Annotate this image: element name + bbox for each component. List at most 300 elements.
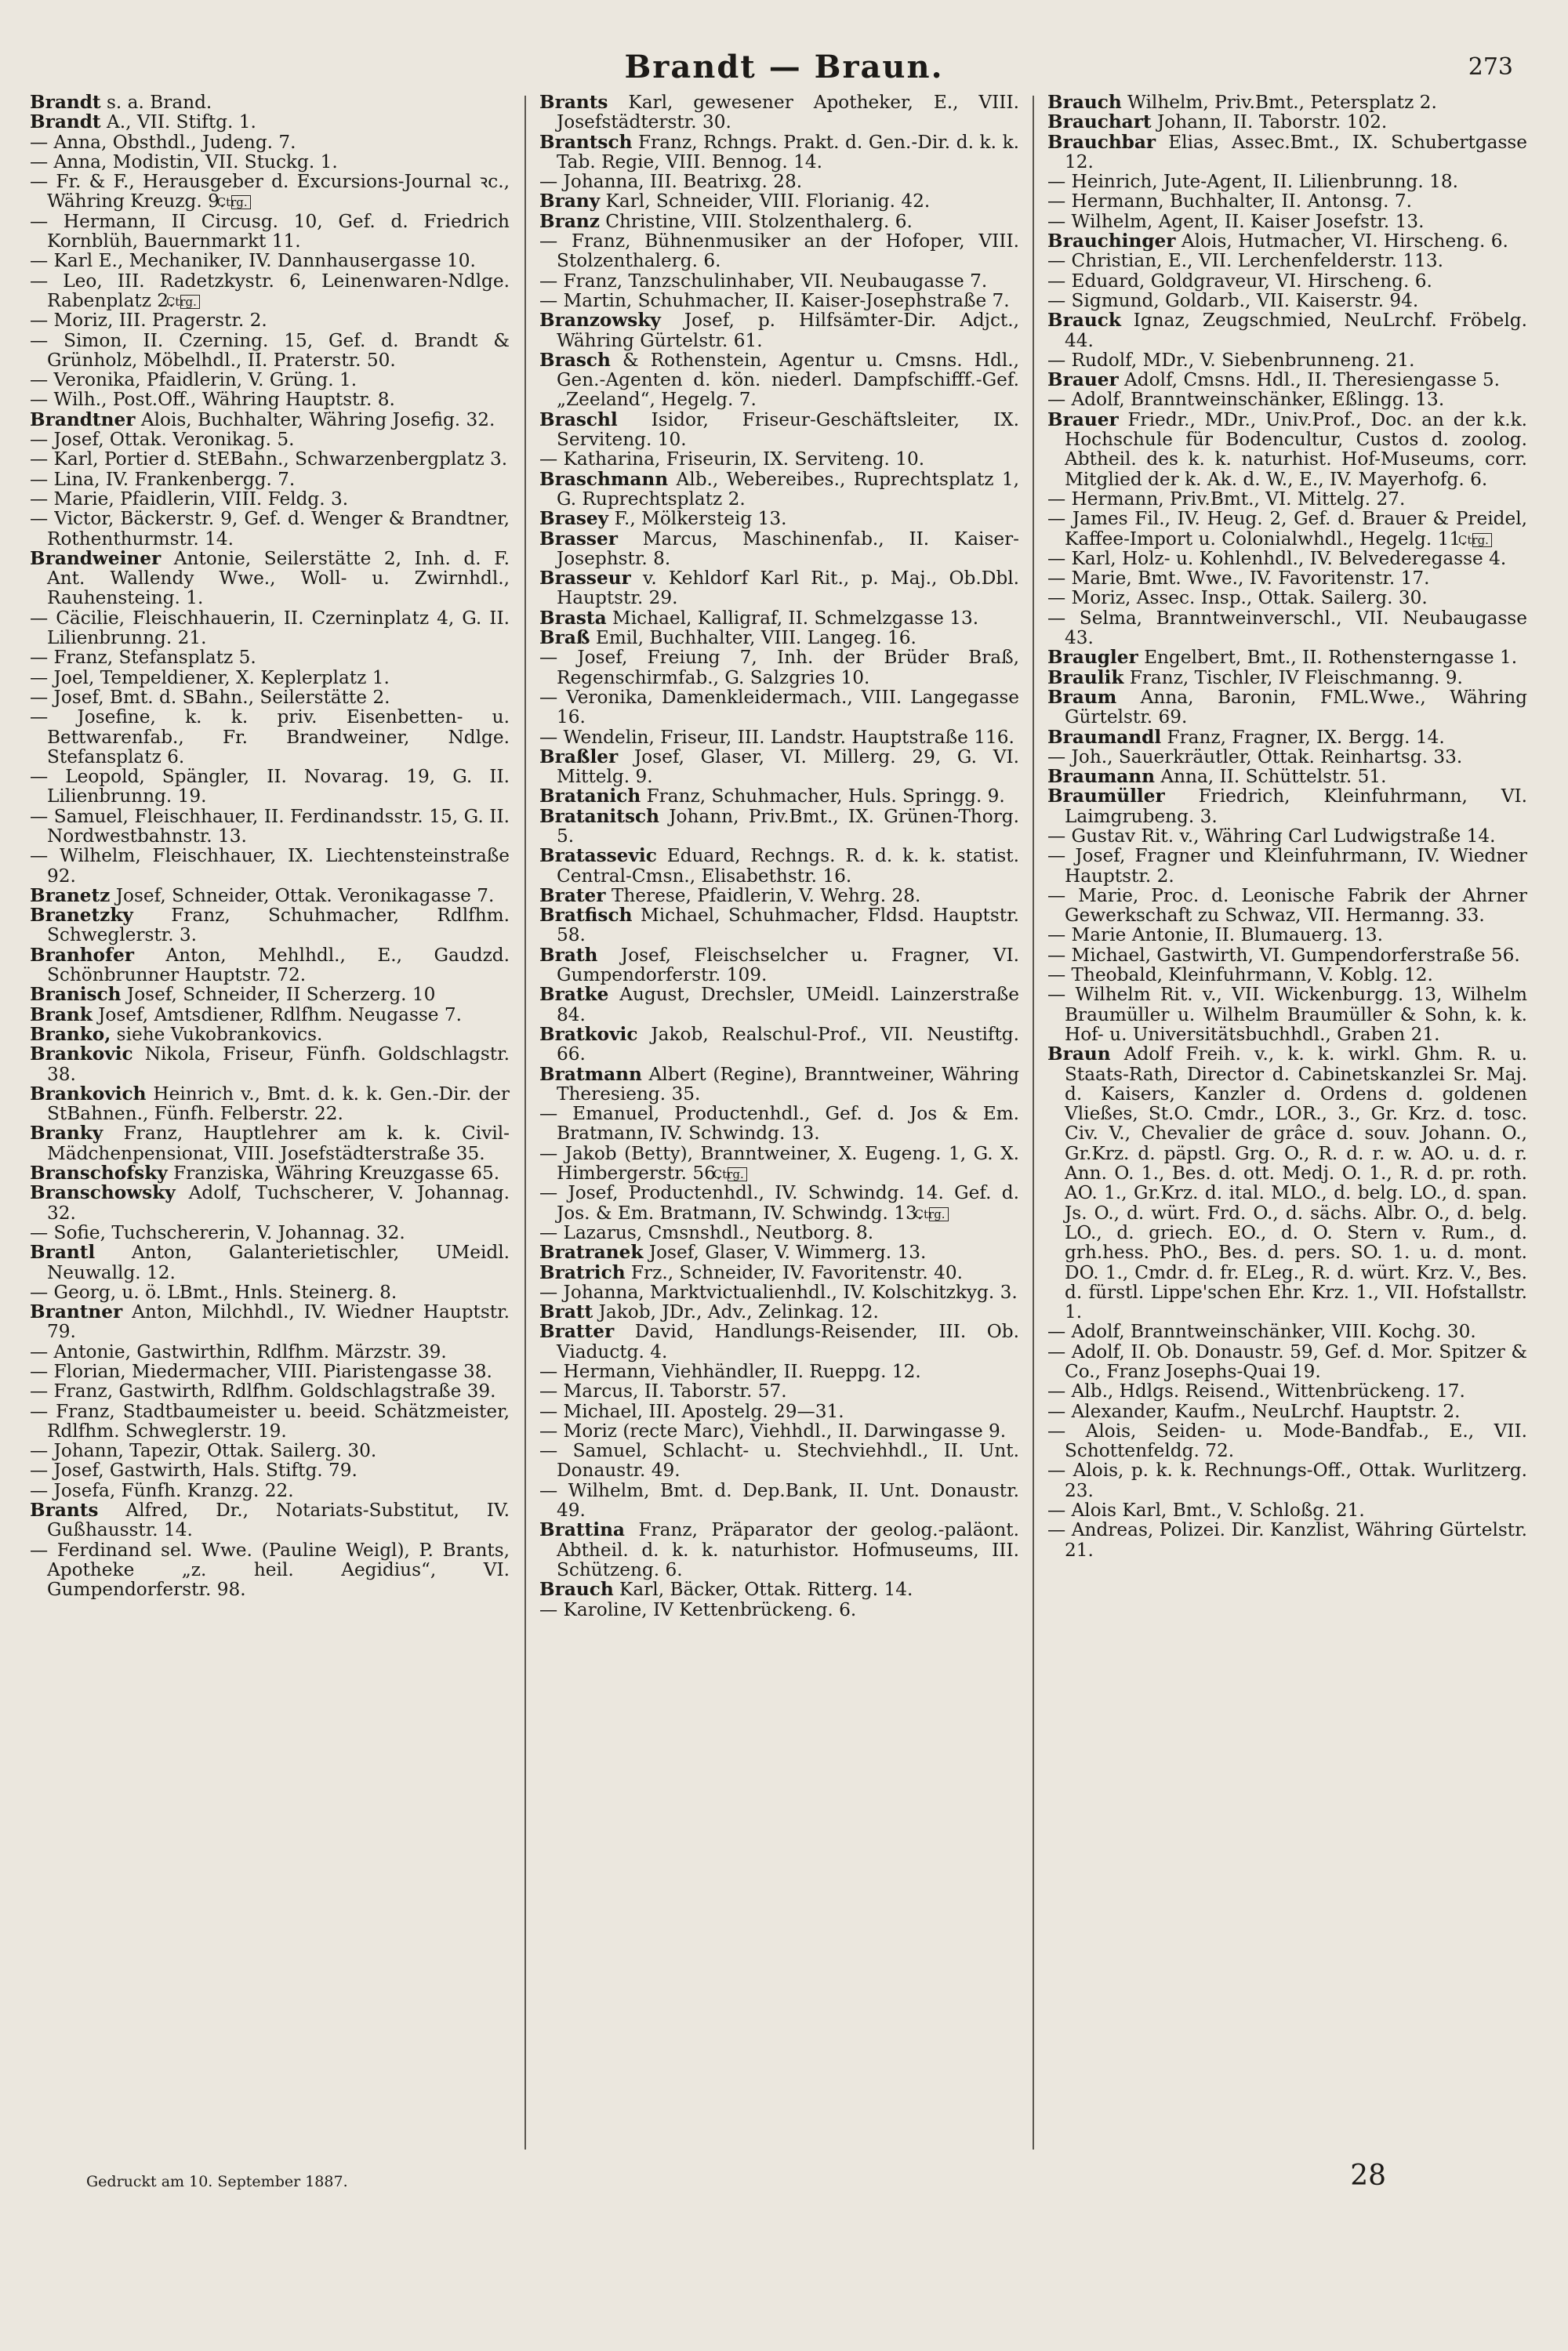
entry-surname: Branky [30, 1123, 103, 1145]
entry-details: — Adolf, II. Ob. Donaustr. 59, Gef. d. Mor. Spitzer & Co., Franz Josephs-Quai 19. [1047, 1341, 1527, 1382]
directory-entry [30, 1302, 510, 1342]
entry-details: — Alois Karl, Bmt., V. Schloßg. 21. [1047, 1500, 1365, 1522]
entry-surname: Bratkovic [539, 1023, 638, 1045]
entry-details: Franz, Rchngs. Prakt. d. Gen.-Dir. d. k. k. Tab. Regie, VIII. Bennog. 14. [557, 131, 1019, 172]
entry-details: — Wendelin, Friseur, III. Landstr. Hauptstraße 116. [539, 726, 1014, 748]
entry-details: — Alois, p. k. k. Rechnungs-Off., Ottak. Wurlitzerg. 23. [1047, 1460, 1527, 1501]
entry-details: Josef, Amtsdiener, Rdlfhm. Neugasse 7. [92, 1003, 462, 1025]
directory-entry [539, 648, 1019, 688]
entry-details: — Katharina, Friseurin, IX. Serviteng. 10. [539, 448, 925, 470]
entry-surname: Brandtner [30, 408, 136, 430]
entry-details: Anton, Mehlhdl., E., Gaudzd. Schönbrunner Hauptstr. 72. [47, 944, 510, 986]
column-1 [30, 93, 510, 2154]
entry-details: — Karl, Portier d. StEBahn., Schwarzenbergplatz 3. [30, 448, 508, 470]
directory-entry [30, 1441, 510, 1460]
entry-details: Eduard, Rechngs. R. d. k. k. statist. Central-Cmsn., Elisabethstr. 16. [557, 845, 1019, 887]
directory-entry [1047, 271, 1527, 291]
directory-entry [1047, 945, 1527, 965]
entry-surname: Branisch [30, 984, 122, 1006]
entry-details: — Christian, E., VII. Lerchenfelderstr. 113. [1047, 250, 1443, 272]
entry-details: — Franz, Gastwirth, Rdlfhm. Goldschlagstraße 39. [30, 1380, 496, 1402]
entry-details: F., Mölkersteig 13. [608, 508, 787, 530]
entry-details: — James Fil., IV. Heug. 2, Gef. d. Brauer & Preidel, Kaffee-Import u. Colonialwhdl., Hegelg. 11. [1047, 508, 1527, 550]
directory-entry [539, 1302, 1019, 1322]
entry-details: — Theobald, Kleinfuhrmann, V. Koblg. 12. [1047, 964, 1433, 986]
entry-surname: Brasey [539, 508, 609, 530]
directory-entry [30, 688, 510, 707]
directory-entry [30, 1362, 510, 1381]
directory-entry [1047, 1402, 1527, 1421]
entry-surname: Brauer [1047, 408, 1119, 430]
directory-entry [539, 1481, 1019, 1521]
directory-entry [539, 1104, 1019, 1144]
directory-entry [539, 191, 1019, 211]
directory-entry [1047, 1520, 1527, 1560]
directory-entry [539, 568, 1019, 608]
entry-details: s. a. Brand. [100, 93, 212, 113]
directory-entry [30, 132, 510, 152]
directory-entry [539, 1223, 1019, 1243]
page-title: Brandt — Braun. [624, 49, 944, 85]
directory-entry [30, 470, 510, 489]
directory-entry [30, 549, 510, 608]
entry-details: — Sigmund, Goldarb., VII. Kaiserstr. 94. [1047, 289, 1419, 311]
directory-entry [30, 1402, 510, 1442]
directory-entry [1047, 608, 1527, 648]
directory-entry [30, 1481, 510, 1500]
directory-entry [30, 430, 510, 449]
directory-entry [1047, 747, 1527, 767]
entry-surname: Branschofsky [30, 1163, 168, 1185]
directory-entry [539, 1322, 1019, 1362]
entry-details: — Georg, u. ö. LBmt., Hnls. Steinerg. 8. [30, 1281, 397, 1303]
directory-entry [1047, 1044, 1527, 1322]
page-number: 273 [1468, 53, 1513, 81]
entry-details: — Samuel, Fleischhauer, II. Ferdinandsstr. 15, G. II. Nordwestbahnstr. 13. [30, 805, 510, 847]
entry-details: — Hermann, Viehhändler, II. Rueppg. 12. [539, 1361, 921, 1382]
directory-entry [539, 945, 1019, 985]
entry-details: — Hermann, Buchhalter, II. Antonsg. 7. [1047, 190, 1412, 212]
entry-details: Alois, Buchhalter, Währing Josefig. 32. [135, 408, 495, 430]
directory-entry [30, 1084, 510, 1124]
entry-details: — Sofie, Tuchschererin, V. Johannag. 32. [30, 1221, 405, 1243]
directory-entry [30, 1163, 510, 1183]
reference-box: Ctrg. [1472, 533, 1492, 547]
entry-details: — Moriz (recte Marc), Viehhdl., II. Darwingasse 9. [539, 1420, 1007, 1442]
entry-details: — Johanna, III. Beatrixg. 28. [539, 171, 803, 193]
entry-surname: Braschmann [539, 468, 669, 490]
entry-surname: Bratmann [539, 1063, 642, 1085]
entry-details: Johann, Priv.Bmt., IX. Grünen-Thorg. 5. [557, 805, 1019, 847]
directory-entry [539, 1243, 1019, 1262]
directory-entry [30, 93, 510, 112]
entry-details: — Wilhelm, Fleischhauer, IX. Liechtensteinstraße 92. [30, 845, 510, 887]
entry-surname: Brauchbar [1047, 131, 1156, 153]
directory-entry [1047, 648, 1527, 667]
directory-entry [1047, 370, 1527, 390]
entry-details: Marcus, Maschinenfab., II. Kaiser-Josephstr. 8. [557, 528, 1019, 569]
entry-details: — Anna, Obsthdl., Judeng. 7. [30, 131, 296, 153]
entry-surname: Braschl [539, 408, 618, 430]
entry-details: Therese, Pfaidlerin, V. Wehrg. 28. [605, 884, 921, 906]
directory-entry [30, 1044, 510, 1084]
entry-details: — Wilh., Post.Off., Währing Hauptstr. 8. [30, 389, 395, 411]
entry-surname: Bratfisch [539, 905, 633, 927]
directory-entry [539, 410, 1019, 450]
entry-surname: Braumüller [1047, 785, 1165, 807]
entry-surname: Branko, [30, 1023, 111, 1045]
running-head [0, 45, 1568, 93]
entry-details: — Rudolf, MDr., V. Siebenbrunneng. 21. [1047, 349, 1415, 371]
directory-entry [30, 846, 510, 886]
entry-details: Anton, Milchhdl., IV. Wiedner Hauptstr. 79. [47, 1301, 510, 1343]
directory-entry [30, 1183, 510, 1223]
directory-entry [539, 1362, 1019, 1381]
directory-entry [539, 1381, 1019, 1401]
entry-surname: Bratrich [539, 1261, 626, 1283]
entry-details: Alois, Hutmacher, VI. Hirscheng. 6. [1175, 230, 1508, 252]
entry-surname: Bratanitsch [539, 805, 659, 827]
entry-surname: Bratter [539, 1321, 615, 1343]
entry-surname: Brath [539, 944, 598, 966]
entry-details: — Josef, Ottak. Veronikag. 5. [30, 429, 295, 451]
entry-surname: Braumann [1047, 766, 1155, 788]
directory-entry [539, 688, 1019, 727]
directory-entry [30, 152, 510, 172]
entry-details: — Adolf, Branntweinschänker, VIII. Kochg. 30. [1047, 1321, 1476, 1343]
directory-entry [30, 1243, 510, 1283]
entry-details: — Simon, II. Czerning. 15, Gef. d. Brandt & Grünholz, Möbelhdl., II. Praterstr. 50. [30, 329, 510, 371]
directory-entry [539, 350, 1019, 410]
directory-entry [539, 1025, 1019, 1065]
directory-entry [1047, 291, 1527, 310]
directory-entry [30, 1381, 510, 1401]
directory-entry [539, 212, 1019, 231]
entry-details: Christine, VIII. Stolzenthalerg. 6. [599, 210, 913, 232]
directory-entry [30, 1342, 510, 1362]
directory-entry [1047, 489, 1527, 509]
entry-details: Franz, Tischler, IV Fleischmanng. 9. [1123, 666, 1463, 688]
entry-surname: Brantner [30, 1301, 123, 1323]
column-2 [539, 93, 1019, 2154]
directory-entry [30, 608, 510, 648]
entry-details: — Lina, IV. Frankenbergg. 7. [30, 468, 296, 490]
entry-details: — Wilhelm, Bmt. d. Dep.Bank, II. Unt. Donaustr. 49. [539, 1479, 1019, 1522]
entry-details: — Wilhelm Rit. v., VII. Wickenburgg. 13, Wilhelm Braumüller u. Wilhelm Braumüller & Sohn, k. k. Hof- u. Universitätsbuchhdl., Graben 21. [1047, 984, 1527, 1045]
directory-entry [30, 985, 510, 1004]
entry-details: — Alb., Hdlgs. Reisend., Wittenbrückeng. 17. [1047, 1380, 1465, 1402]
entry-details: Franz, Präparator der geolog.-paläont. Abtheil. d. k. k. naturhistor. Hofmuseums, III. Schützeng. 6. [557, 1519, 1019, 1580]
entry-surname: Branz [539, 210, 600, 232]
entry-details: — Josef, Freiung 7, Inh. der Brüder Braß, Regenschirmfab., G. Salzgries 10. [539, 647, 1019, 688]
entry-details: Karl, gewesener Apotheker, E., VIII. Josefstädterstr. 30. [557, 93, 1019, 133]
directory-entry [1047, 93, 1527, 112]
entry-details: Albert (Regine), Branntweiner, Währing Theresieng. 35. [557, 1063, 1019, 1105]
directory-entry [1047, 727, 1527, 747]
directory-entry [1047, 1322, 1527, 1341]
entry-details: — Karl E., Mechaniker, IV. Dannhausergasse 10. [30, 250, 476, 272]
directory-entry [539, 509, 1019, 528]
directory-entry [1047, 767, 1527, 786]
directory-entry [30, 945, 510, 985]
directory-entry [30, 1460, 510, 1480]
entry-details: — Adolf, Branntweinschänker, Eßlingg. 13. [1047, 389, 1445, 411]
directory-entry [1047, 668, 1527, 688]
entry-details: Anna, Baronin, FML.Wwe., Währing Gürtelstr. 69. [1065, 686, 1527, 728]
directory-entry [1047, 410, 1527, 489]
entry-details: — Hermann, II Circusg. 10, Gef. d. Friedrich Kornblüh, Bauernmarkt 11. [30, 210, 510, 252]
entry-details: Michael, Kalligraf, II. Schmelzgasse 13. [606, 607, 979, 629]
entry-details: Adolf, Tuchscherer, V. Johannag. 32. [47, 1182, 510, 1224]
entry-details: Josef, Fleischselcher u. Fragner, VI. Gumpendorferstr. 109. [557, 944, 1019, 986]
entry-details: Alb., Webereibes., Ruprechtsplatz 1, G. Ruprechtsplatz 2. [557, 468, 1019, 510]
entry-details: Franziska, Währing Kreuzgasse 65. [167, 1163, 500, 1185]
directory-entry [1047, 1421, 1527, 1461]
entry-surname: Branetz [30, 884, 111, 906]
directory-entry [30, 271, 510, 311]
directory-entry [539, 449, 1019, 469]
entry-details: — Franz, Stadtbaumeister u. beeid. Schätzmeister, Rdlfhm. Schweglerstr. 19. [30, 1400, 510, 1442]
entry-details: — Samuel, Schlacht- u. Stechviehhdl., II. Unt. Donaustr. 49. [539, 1440, 1019, 1482]
directory-entry [1047, 172, 1527, 191]
directory-entry [539, 1441, 1019, 1481]
directory-entry [1047, 985, 1527, 1044]
entry-details: — Marie Antonie, II. Blumauerg. 13. [1047, 924, 1383, 946]
entry-details: — Moriz, III. Pragerstr. 2. [30, 310, 267, 332]
entry-surname: Brank [30, 1003, 93, 1025]
entry-details: — Joh., Sauerkräutler, Ottak. Reinhartsg. 33. [1047, 746, 1463, 767]
entry-details: — Martin, Schuhmacher, II. Kaiser-Josephstraße 7. [539, 289, 1010, 311]
entry-details: — Josef, Bmt. d. SBahn., Seilerstätte 2. [30, 686, 390, 708]
entry-details: Alfred, Dr., Notariats-Substitut, IV. Gußhausstr. 14. [47, 1500, 510, 1541]
directory-entry [30, 1283, 510, 1302]
entry-details: Franz, Fragner, IX. Bergg. 14. [1161, 726, 1445, 748]
directory-entry [539, 231, 1019, 271]
entry-surname: Brandt [30, 93, 101, 113]
entry-surname: Branetzky [30, 905, 133, 927]
directory-entry [1047, 231, 1527, 251]
directory-entry [30, 668, 510, 688]
directory-entry [539, 727, 1019, 747]
directory-entry [539, 1283, 1019, 1302]
entry-details: Friedr., MDr., Univ.Prof., Doc. an der k.k. Hochschule für Bodencultur, Custos d. zoolog. Abtheil. des k. k. naturhist. Hof-Museums, corr. Mitglied der k. Ak. d. W., E., IV. Mayerhofg. 6. [1065, 408, 1527, 490]
entry-details: — Marcus, II. Taborstr. 57. [539, 1380, 787, 1402]
entry-details: Michael, Schuhmacher, Fldsd. Hauptstr. 58. [557, 905, 1019, 946]
entry-details: Frz., Schneider, IV. Favoritenstr. 40. [625, 1261, 963, 1283]
entry-details: — Franz, Bühnenmusiker an der Hofoper, VIII. Stolzenthalerg. 6. [539, 230, 1019, 272]
entry-details: — Heinrich, Jute-Agent, II. Lilienbrunng. 18. [1047, 171, 1458, 193]
entry-details: — Andreas, Polizei. Dir. Kanzlist, Währing Gürtelstr. 21. [1047, 1519, 1527, 1561]
directory-entry [30, 449, 510, 469]
reference-box: Ctrg. [180, 295, 200, 309]
entry-details: — Jakob (Betty), Branntweiner, X. Eugeng. 1, G. X. Himbergerstr. 56. [539, 1142, 1019, 1185]
directory-entry [30, 172, 510, 212]
directory-entry [1047, 310, 1527, 350]
entry-surname: Braulik [1047, 666, 1124, 688]
entry-surname: Brankovich [30, 1083, 147, 1105]
entry-details: — Josefine, k. k. priv. Eisenbetten- u. Bettwarenfab., Fr. Brandweiner, Ndlge. Stefansplatz 6. [30, 706, 510, 767]
entry-surname: Brattina [539, 1519, 625, 1541]
entry-details: — Josef, Gastwirth, Hals. Stiftg. 79. [30, 1460, 358, 1482]
directory-entry [1047, 588, 1527, 608]
entry-details: v. Kehldorf Karl Rit., p. Maj., Ob.Dbl. Hauptstr. 29. [557, 568, 1019, 609]
entry-surname: Braßler [539, 746, 619, 767]
entry-details: Karl, Schneider, VIII. Florianig. 42. [600, 190, 931, 212]
directory-entry [30, 807, 510, 847]
entry-surname: Brauer [1047, 369, 1119, 391]
entry-surname: Braugler [1047, 647, 1138, 669]
directory-entry [1047, 132, 1527, 172]
entry-details: Josef, Glaser, V. Wimmerg. 13. [643, 1242, 927, 1264]
entry-details: — Emanuel, Productenhdl., Gef. d. Jos & Em. Bratmann, IV. Schwindg. 13. [539, 1103, 1019, 1145]
directory-entry [539, 132, 1019, 172]
entry-details: Ignaz, Zeugschmied, NeuLrchf. Fröbelg. 44. [1065, 310, 1527, 351]
signature-number: 28 [1350, 2160, 1386, 2192]
entry-details: — Leo, III. Radetzkystr. 6, Leinenwaren-Ndlge. Rabenplatz 2. [30, 270, 510, 311]
directory-entry [30, 112, 510, 132]
directory-entry [1047, 826, 1527, 846]
directory-entry [539, 846, 1019, 886]
entry-details: & Rothenstein, Agentur u. Cmsns. Hdl., Gen.-Agenten d. kön. niederl. Dampfschifff.-Gef. „Zeeland“, Hegelg. 7. [557, 349, 1019, 411]
directory-entry [539, 529, 1019, 569]
entry-details: — Moriz, Assec. Insp., Ottak. Sailerg. 30. [1047, 587, 1428, 609]
entry-surname: Braumandl [1047, 726, 1162, 748]
directory-entry [30, 390, 510, 409]
entry-details: Josef, Schneider, II Scherzerg. 10 [121, 984, 436, 1006]
entry-surname: Brantsch [539, 131, 633, 153]
reference-box: Ctrg. [929, 1207, 949, 1221]
entry-details: Karl, Bäcker, Ottak. Ritterg. 14. [613, 1579, 913, 1601]
entry-surname: Bratke [539, 984, 609, 1006]
entry-details: Franz, Schuhmacher, Huls. Springg. 9. [641, 785, 1005, 807]
entry-details: — Fr. & F., Herausgeber d. Excursions-Journal ꝛc., Währing Kreuzg. 9. [30, 171, 510, 212]
entry-details: — Josefa, Fünfh. Kranzg. 22. [30, 1479, 294, 1501]
directory-entry [539, 470, 1019, 510]
directory-entry [30, 1025, 510, 1044]
entry-details: Josef, Schneider, Ottak. Veronikagasse 7. [110, 884, 495, 906]
entry-details: — Victor, Bäckerstr. 9, Gef. d. Wenger & Brandtner, Rothenthurmstr. 14. [30, 508, 510, 550]
directory-entry [1047, 925, 1527, 945]
directory-entry [539, 1263, 1019, 1283]
directory-entry [1047, 549, 1527, 568]
directory-entry [539, 93, 1019, 132]
entry-surname: Brauchart [1047, 111, 1152, 133]
directory-entry [1047, 1500, 1527, 1520]
entry-details: Wilhelm, Priv.Bmt., Petersplatz 2. [1121, 93, 1437, 113]
entry-surname: Brandt [30, 111, 101, 133]
entry-details: — Franz, Stefansplatz 5. [30, 647, 256, 669]
directory-entry [539, 1402, 1019, 1421]
directory-entry [1047, 1381, 1527, 1401]
entry-surname: Brauck [1047, 310, 1121, 332]
directory-entry [539, 1183, 1019, 1223]
entry-details: — Selma, Branntweinverschl., VII. Neubaugasse 43. [1047, 607, 1527, 649]
entry-surname: Brankovic [30, 1043, 133, 1065]
entry-details: Isidor, Friseur-Geschäftsleiter, IX. Servitеng. 10. [557, 408, 1019, 451]
directory-entry [1047, 688, 1527, 727]
entry-surname: Brants [30, 1500, 99, 1522]
directory-entry [539, 807, 1019, 847]
entry-details: Heinrich v., Bmt. d. k. k. Gen.-Dir. der StBahnen., Fünfh. Felberstr. 22. [47, 1083, 510, 1125]
entry-surname: Braum [1047, 686, 1117, 708]
directory-entry [1047, 886, 1527, 926]
entry-details: — Veronika, Pfaidlerin, V. Grüng. 1. [30, 369, 358, 391]
directory-entry [1047, 390, 1527, 409]
entry-details: Anton, Galanterietischler, UMeidl. Neuwallg. 12. [47, 1242, 510, 1283]
entry-details: — Veronika, Damenkleidermach., VIII. Langegasse 16. [539, 686, 1019, 728]
directory-entry [30, 489, 510, 509]
directory-entry [30, 251, 510, 270]
entry-details: — Gustav Rit. v., Währing Carl Ludwigstraße 14. [1047, 825, 1496, 847]
directory-entry [30, 886, 510, 905]
entry-surname: Brasser [539, 528, 618, 550]
entry-details: — Michael, III. Apostelg. 29—31. [539, 1400, 844, 1422]
directory-entry [539, 1421, 1019, 1441]
directory-entry [1047, 846, 1527, 886]
entry-surname: Brasseur [539, 568, 631, 590]
entry-details: — Ferdinand sel. Wwe. (Pauline Weigl), P. Brants, Apotheke „z. heil. Aegidius“, VI. Gumpendorferstr. 98. [30, 1539, 510, 1601]
directory-entry [539, 1520, 1019, 1580]
directory-entry [30, 212, 510, 252]
entry-surname: Brater [539, 884, 606, 906]
entry-details: Josef, p. Hilfsämter-Dir. Adjct., Währing Gürtelstr. 61. [557, 310, 1019, 351]
entry-details: — Eduard, Goldgraveur, VI. Hirscheng. 6. [1047, 270, 1432, 292]
reference-box: Ctrg. [231, 195, 251, 209]
directory-entry [539, 1580, 1019, 1599]
entry-details: — Marie, Proc. d. Leonische Fabrik der Ahrner Gewerkschaft zu Schwaz, VII. Hermanng. 33. [1047, 884, 1527, 927]
entry-details: — Cäcilie, Fleischhauerin, II. Czerninplatz 4, G. II. Lilienbrunng. 21. [30, 607, 510, 649]
directory-entry [30, 1005, 510, 1025]
entry-surname: Braß [539, 627, 590, 649]
entry-surname: Branschowsky [30, 1182, 176, 1204]
directory-entry [30, 509, 510, 549]
entry-surname: Brants [539, 93, 608, 113]
directory-entry [30, 310, 510, 330]
entry-details: Johann, II. Taborstr. 102. [1151, 111, 1388, 133]
directory-entry [539, 291, 1019, 310]
entry-surname: Brauchinger [1047, 230, 1176, 252]
entry-details: — Hermann, Priv.Bmt., VI. Mittelg. 27. [1047, 488, 1406, 510]
directory-entry [1047, 350, 1527, 370]
directory-entry [30, 1540, 510, 1600]
column-3 [1047, 93, 1527, 2154]
directory-entry [30, 410, 510, 430]
entry-details: — Joel, Tempeldiener, X. Keplerplatz 1. [30, 666, 390, 688]
directory-entry [30, 1123, 510, 1163]
directory-entry [1047, 965, 1527, 985]
directory-entry [539, 172, 1019, 191]
entry-details: — Franz, Tanzschulinhaber, VII. Neubaugasse 7. [539, 270, 988, 292]
entry-details: — Marie, Pfaidlerin, VIII. Feldg. 3. [30, 488, 349, 510]
directory-entry [1047, 509, 1527, 549]
directory-entry [30, 707, 510, 767]
directory-entry [539, 1065, 1019, 1105]
entry-details: — Alexander, Kaufm., NeuLrchf. Hauptstr. 2. [1047, 1400, 1461, 1422]
entry-details: — Anna, Modistin, VII. Stuckg. 1. [30, 151, 338, 172]
directory-entry [30, 767, 510, 807]
entry-details: — Lazarus, Cmsnshdl., Neutborg. 8. [539, 1221, 874, 1243]
directory-entry [1047, 786, 1527, 826]
directory-entry [30, 905, 510, 945]
entry-details: Josef, Glaser, VI. Millerg. 29, G. VI. Mittelg. 9. [557, 746, 1019, 788]
directory-entry [539, 886, 1019, 905]
entry-surname: Brauch [539, 1579, 614, 1601]
directory-entry [539, 271, 1019, 291]
directory-entry [539, 747, 1019, 787]
directory-entry [539, 786, 1019, 806]
entry-details: — Josef, Productenhdl., IV. Schwindg. 14. Gef. d. Jos. & Em. Bratmann, IV. Schwindg. 13. [539, 1182, 1019, 1224]
entry-surname: Brasta [539, 607, 607, 629]
